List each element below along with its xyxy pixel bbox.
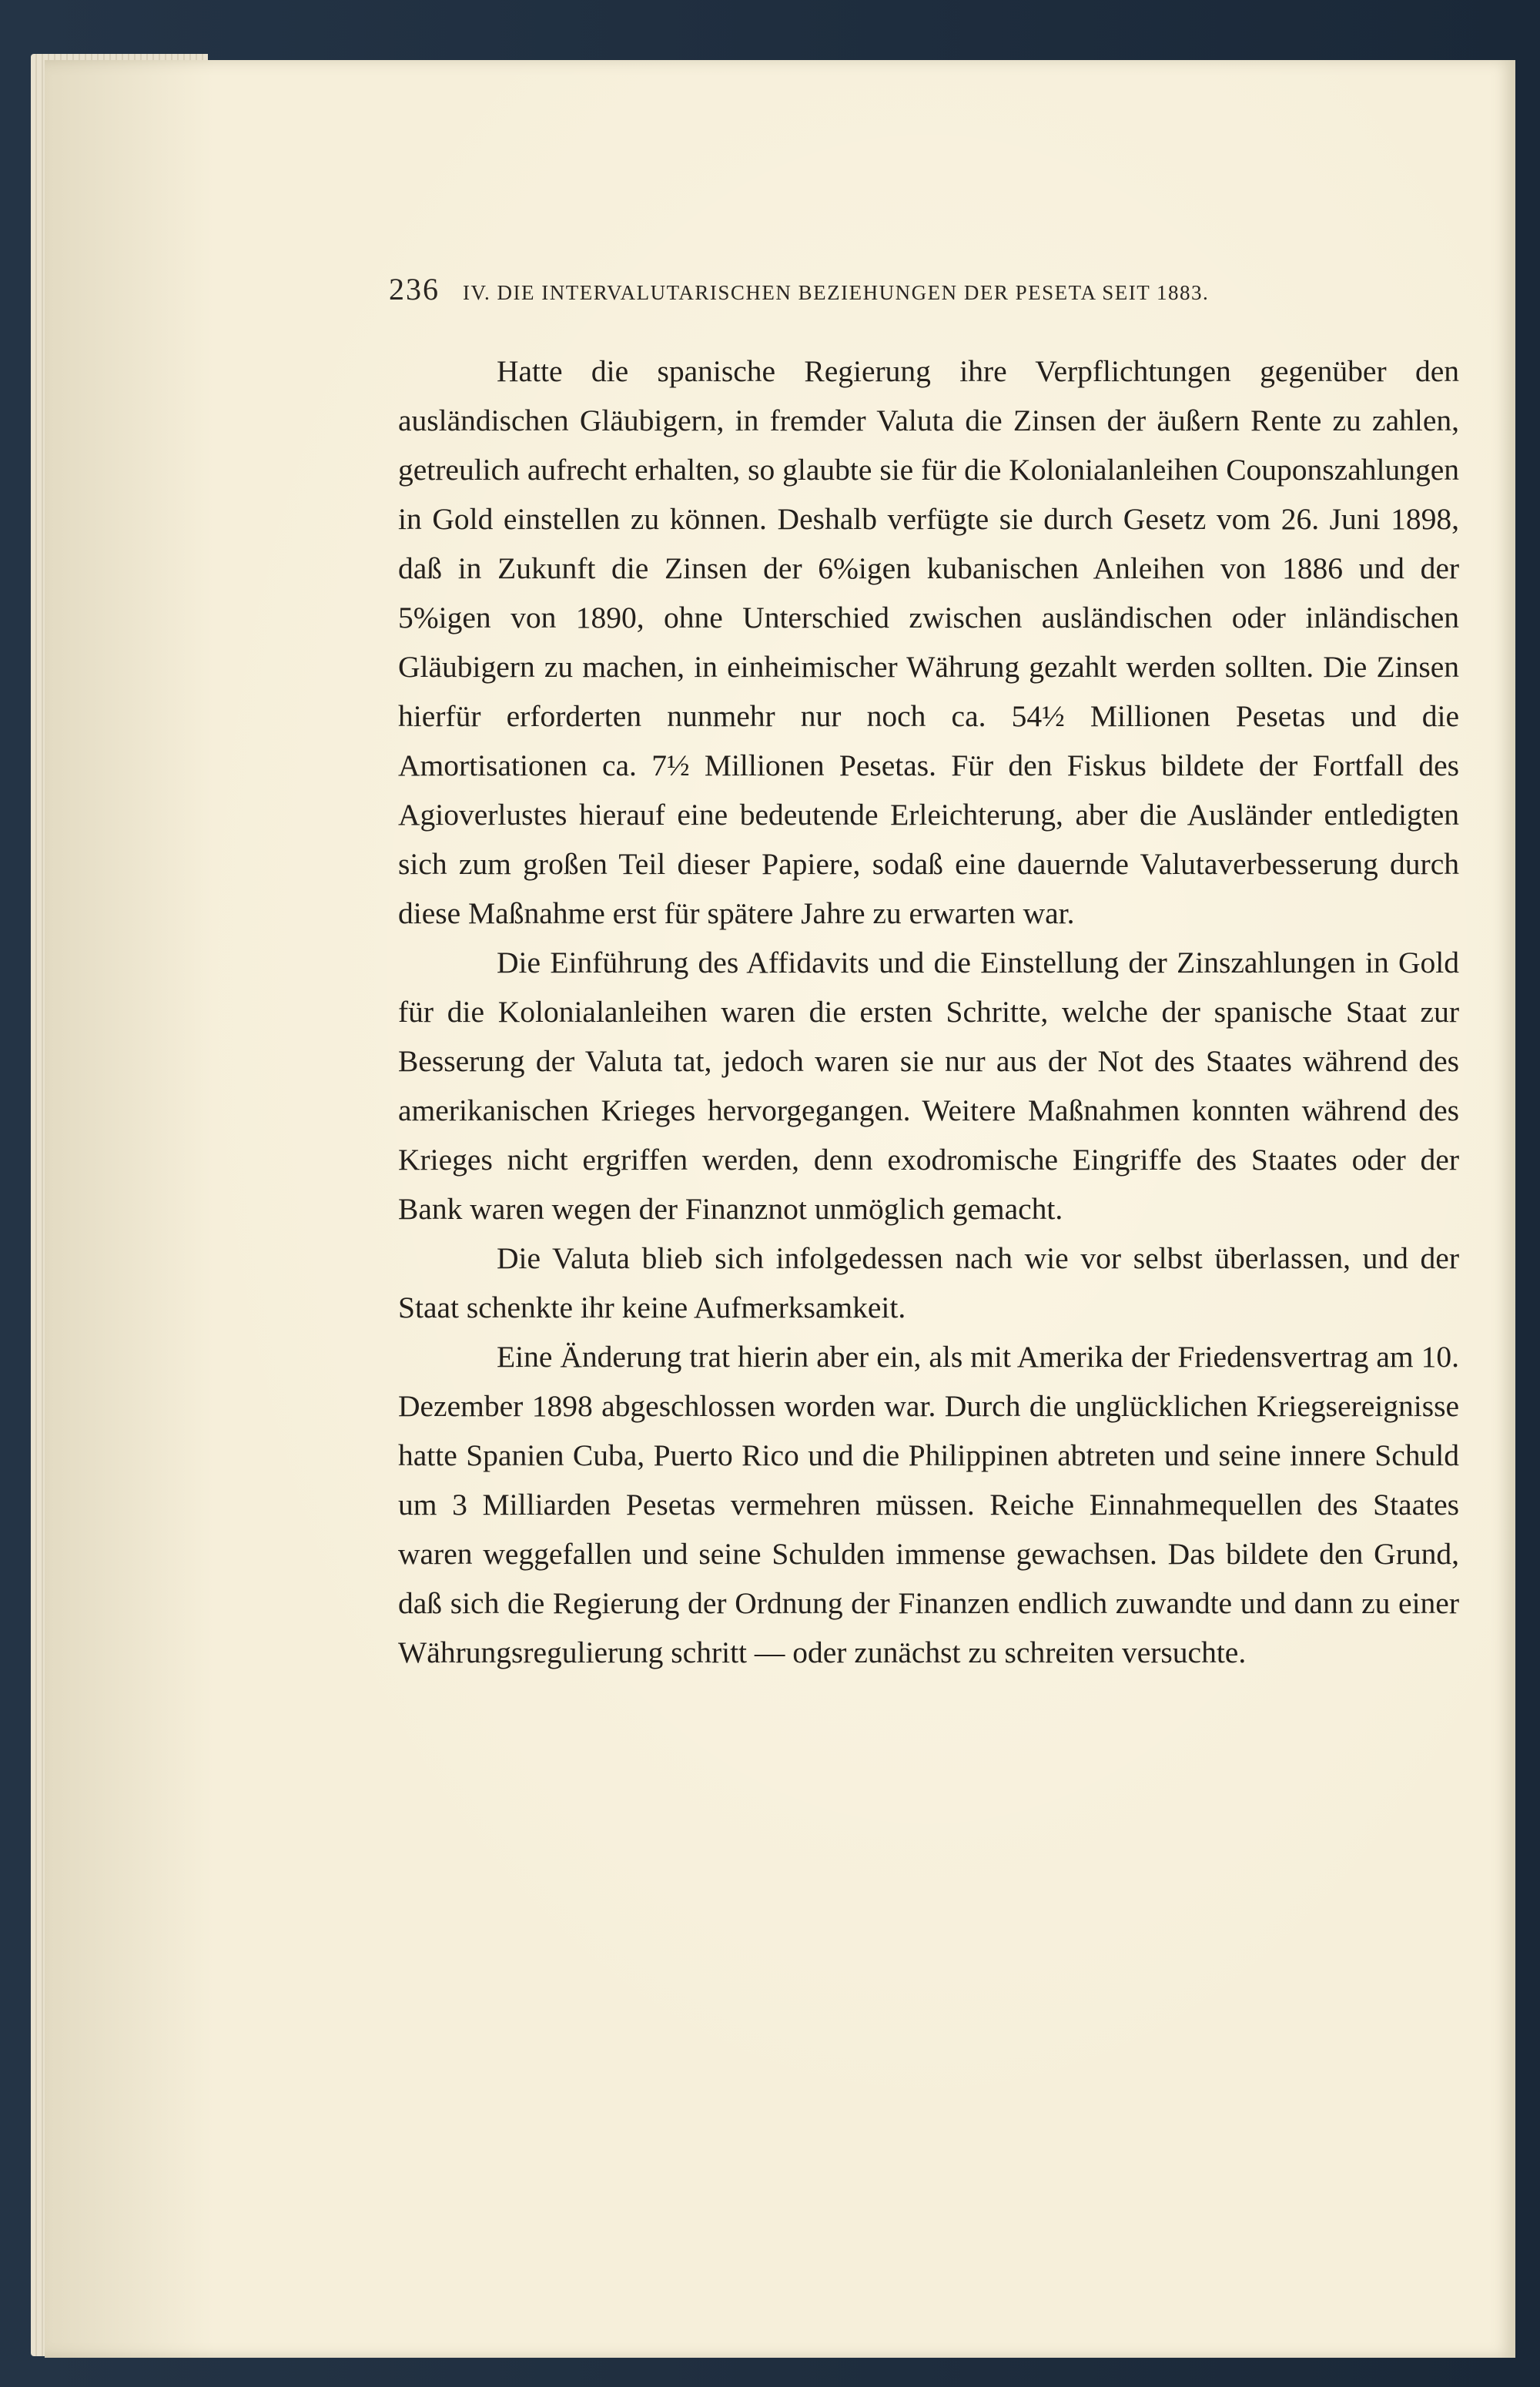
running-head: [389, 271, 1463, 317]
paragraph-2: Die Einführung des Affidavits und die Einstellung der Zinszahlungen in Gold für die Kolonialanleihen waren die ersten Schritte, welche der spanische Staat zur Besserung der Valuta tat, jedoch waren sie nur aus der Not des Staates während des amerikanischen Krieges hervorgegangen. Weitere Maßnahmen konnten während des Krieges nicht ergriffen werden, denn exodromische Eingriffe des Staates oder der Bank waren wegen der Finanznot unmöglich gemacht.: [398, 946, 1459, 1226]
page-number: 236: [389, 272, 440, 306]
paragraph-3: Die Valuta blieb sich infolgedessen nach wie vor selbst überlassen, und der Staat schenkte ihr keine Aufmerksamkeit.: [398, 1241, 1459, 1324]
body-text: [398, 346, 1459, 1677]
chapter-title: IV. DIE INTERVALUTARISCHEN BEZIEHUNGEN DER PESETA SEIT 1883.: [463, 281, 1210, 304]
paragraph-1: Hatte die spanische Regierung ihre Verpflichtungen gegenüber den ausländischen Gläubigern, in fremder Valuta die Zinsen der äußern Rente zu zahlen, getreulich aufrecht erhalten, so glaubte sie für die Kolonialanleihen Couponszahlungen in Gold einstellen zu können. Deshalb verfügte sie durch Gesetz vom 26. Juni 1898, daß in Zukunft die Zinsen der 6%igen kubanischen Anleihen von 1886 und der 5%igen von 1890, ohne Unterschied zwischen ausländischen oder inländischen Gläubigern zu machen, in einheimischer Währung gezahlt werden sollten. Die Zinsen hierfür erforderten nunmehr nur noch ca. 54½ Millionen Pesetas und die Amortisationen ca. 7½ Millionen Pesetas. Für den Fiskus bildete der Fortfall des Agioverlustes hierauf eine bedeutende Erleichterung, aber die Ausländer entledigten sich zum großen Teil dieser Papiere, sodaß eine dauernde Valutaverbesserung durch diese Maßnahme erst für spätere Jahre zu erwarten war.: [398, 354, 1459, 930]
paragraph-4: Eine Änderung trat hierin aber ein, als mit Amerika der Friedensvertrag am 10. Dezember 1898 abgeschlossen worden war. Durch die unglücklichen Kriegsereignisse hatte Spanien Cuba, Puerto Rico und die Philippinen abtreten und seine innere Schuld um 3 Milliarden Pesetas vermehren müssen. Reiche Einnahmequellen des Staates waren weggefallen und seine Schulden immense gewachsen. Das bildete den Grund, daß sich die Regierung der Ordnung der Finanzen endlich zuwandte und dann zu einer Währungsregulierung schritt — oder zunächst zu schreiten versuchte.: [398, 1340, 1459, 1669]
